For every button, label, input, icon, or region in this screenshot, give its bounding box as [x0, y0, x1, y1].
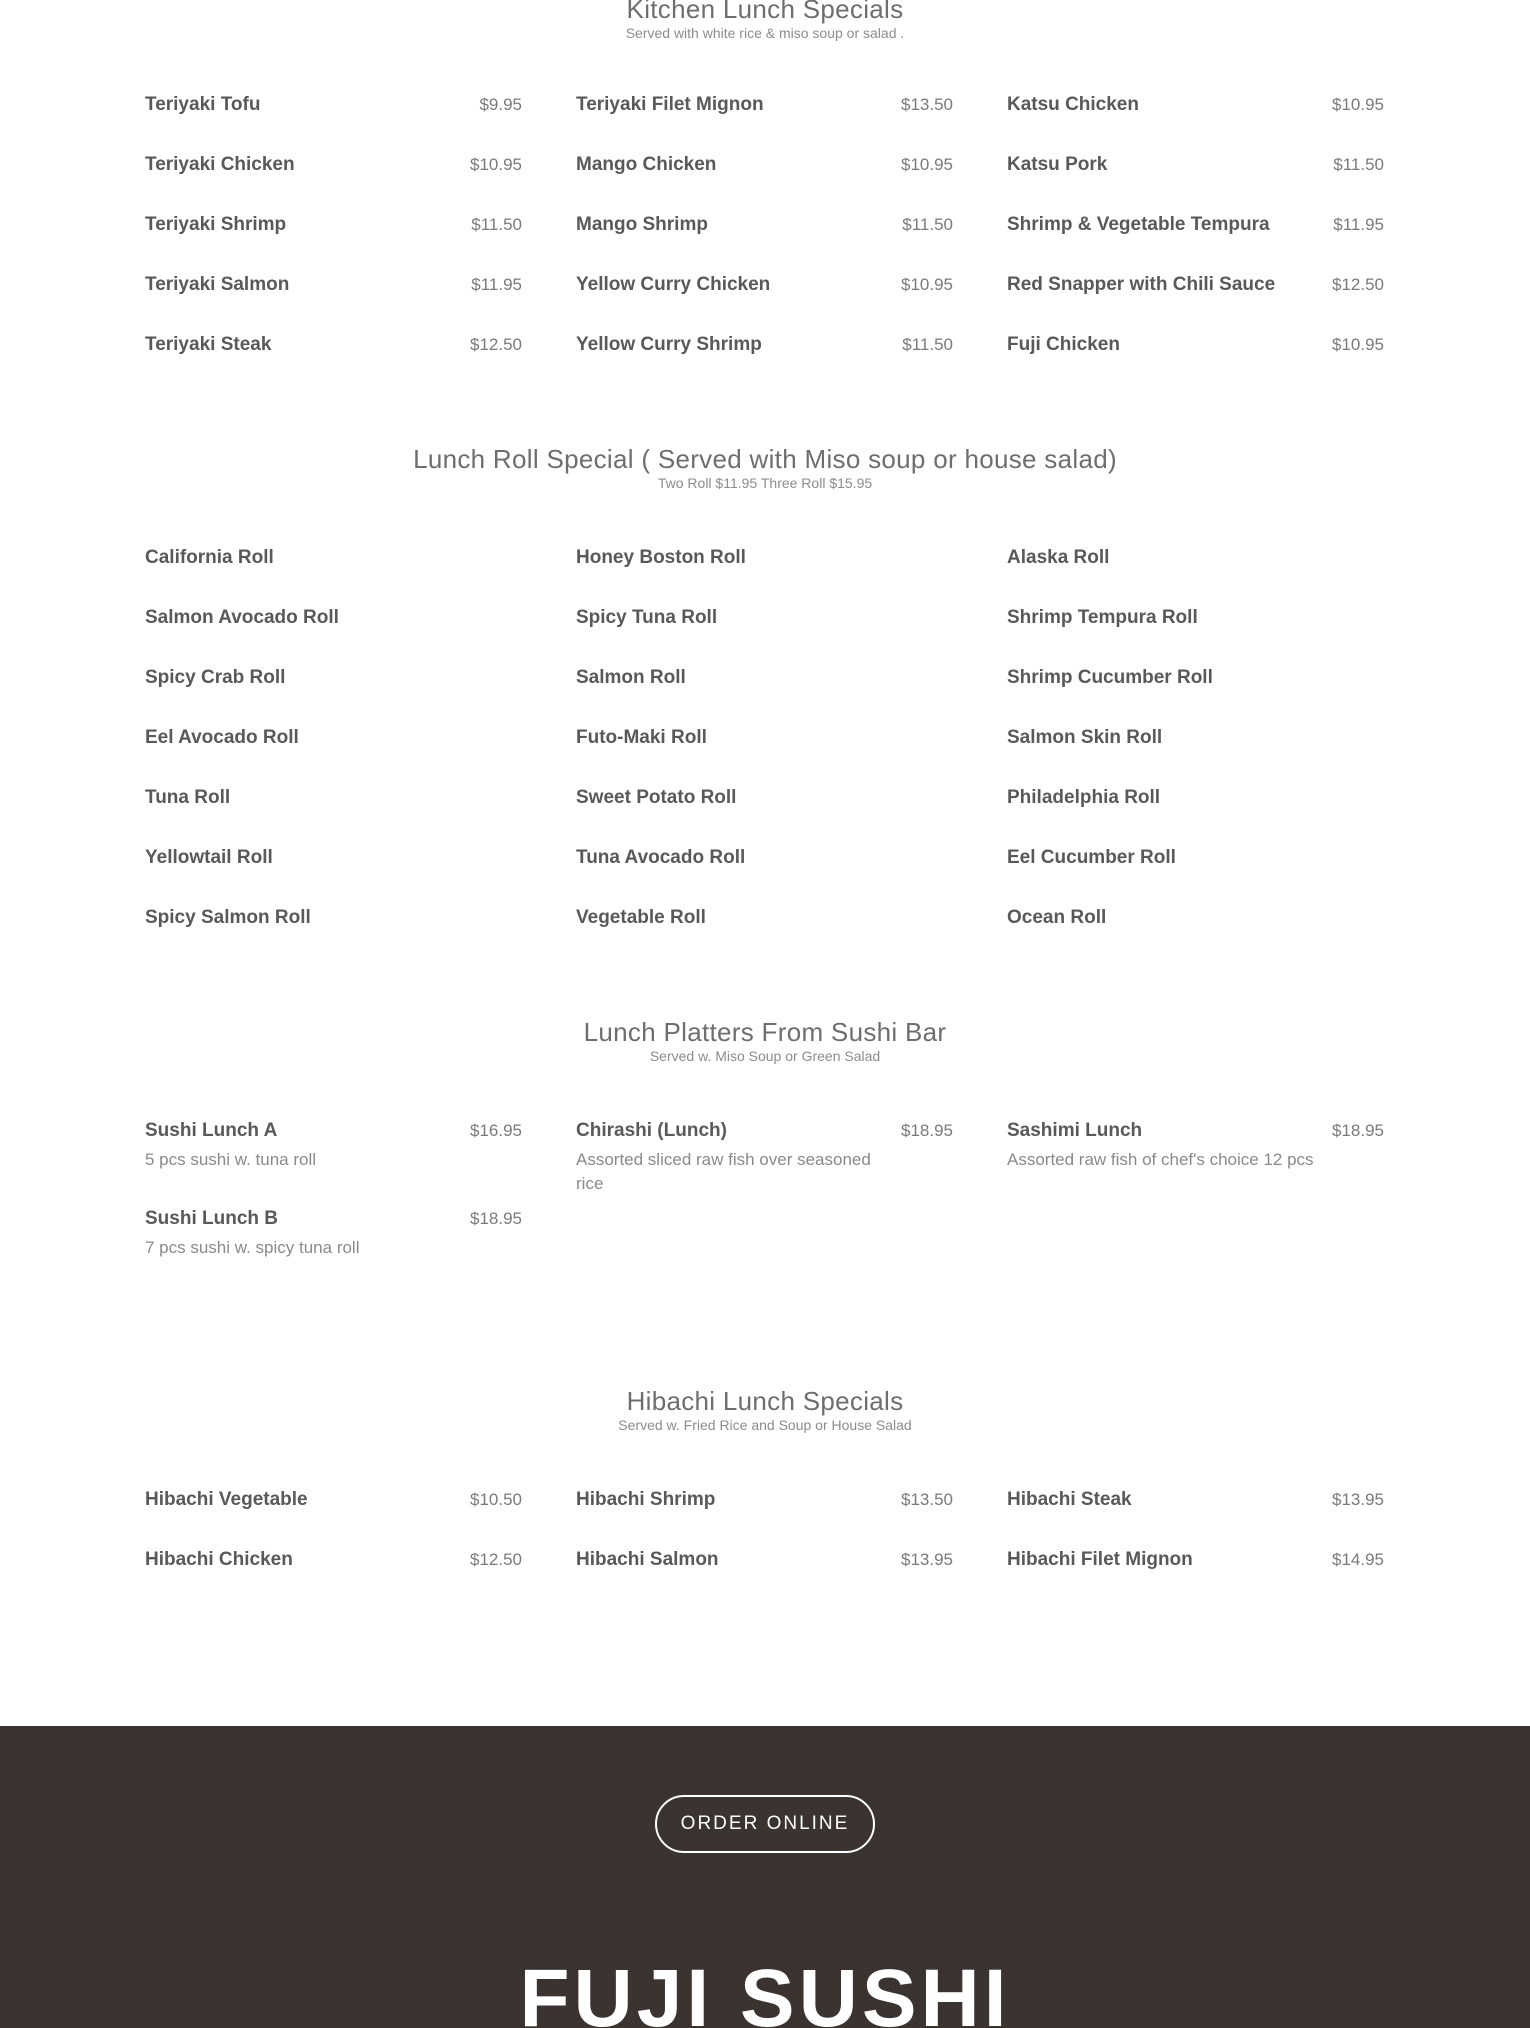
menu-column — [1007, 547, 1384, 967]
roll-item — [576, 547, 953, 607]
item-name: Spicy Crab Roll — [145, 667, 286, 688]
roll-item — [1007, 667, 1384, 727]
menu-item — [1007, 94, 1384, 154]
menu-item — [576, 274, 953, 334]
sushi-platters-header — [0, 1017, 1530, 1065]
menu-item — [145, 1489, 522, 1549]
item-price: $12.50 — [470, 1550, 522, 1569]
menu-item — [1007, 214, 1384, 274]
footer — [0, 1726, 1530, 2028]
item-name: Hibachi Vegetable — [145, 1489, 308, 1510]
item-name: Shrimp & Vegetable Tempura — [1007, 214, 1270, 235]
roll-item — [1007, 607, 1384, 667]
roll-item — [145, 787, 522, 847]
item-price: $12.50 — [470, 335, 522, 354]
item-price: $11.50 — [902, 335, 953, 354]
menu-column — [576, 94, 953, 394]
menu-column — [576, 1120, 953, 1296]
item-price: $12.50 — [1332, 275, 1384, 294]
roll-item — [576, 727, 953, 787]
roll-item — [576, 907, 953, 967]
roll-item — [576, 667, 953, 727]
item-name: Fuji Chicken — [1007, 334, 1120, 355]
item-name: Vegetable Roll — [576, 907, 706, 928]
menu-item — [145, 1120, 522, 1208]
item-price: $11.50 — [471, 215, 522, 234]
roll-item — [1007, 847, 1384, 907]
menu-item — [1007, 1549, 1384, 1609]
menu-item — [1007, 154, 1384, 214]
item-price: $11.50 — [902, 215, 953, 234]
menu-item — [1007, 1120, 1384, 1208]
menu-column — [1007, 94, 1384, 394]
item-price: $13.95 — [901, 1550, 953, 1569]
menu-item — [145, 334, 522, 394]
section-subtitle: Two Roll $11.95 Three Roll $15.95 — [657, 475, 873, 491]
item-name: Katsu Pork — [1007, 154, 1108, 175]
menu-item — [576, 334, 953, 394]
lunch-roll-grid — [145, 547, 1385, 967]
item-name: Hibachi Steak — [1007, 1489, 1132, 1510]
menu-column — [145, 1120, 522, 1296]
menu-item — [145, 1208, 522, 1296]
item-name: Teriyaki Salmon — [145, 274, 290, 295]
roll-item — [1007, 907, 1384, 967]
item-name: Ocean Roll — [1007, 907, 1107, 928]
menu-item — [576, 94, 953, 154]
item-name: Katsu Chicken — [1007, 94, 1139, 115]
item-price: $10.50 — [470, 1490, 522, 1509]
section-title: Hibachi Lunch Specials — [626, 1386, 904, 1416]
item-name: Philadelphia Roll — [1007, 787, 1161, 808]
item-name: Spicy Tuna Roll — [576, 607, 718, 628]
roll-item — [1007, 727, 1384, 787]
roll-item — [1007, 787, 1384, 847]
item-name: Hibachi Shrimp — [576, 1489, 716, 1510]
item-name: Hibachi Chicken — [145, 1549, 293, 1570]
brand-logo-text: FUJI SUSHI — [519, 1953, 1011, 2028]
item-price: $14.95 — [1332, 1550, 1384, 1569]
item-name: Sashimi Lunch — [1007, 1120, 1143, 1141]
item-price: $13.95 — [1332, 1490, 1384, 1509]
sushi-platters-grid — [145, 1120, 1385, 1296]
section-subtitle: Served with white rice & miso soup or salad . — [625, 25, 905, 41]
menu-item — [1007, 274, 1384, 334]
roll-item — [145, 547, 522, 607]
item-price: $10.95 — [1332, 335, 1384, 354]
menu-column — [576, 1489, 953, 1609]
item-name: Yellowtail Roll — [145, 847, 273, 868]
menu-column — [145, 547, 522, 967]
item-name: California Roll — [145, 547, 274, 568]
menu-item — [145, 214, 522, 274]
menu-column — [1007, 1489, 1384, 1609]
menu-item — [576, 1120, 953, 1208]
menu-item — [576, 1489, 953, 1549]
item-name: Spicy Salmon Roll — [145, 907, 311, 928]
item-price: $11.50 — [1333, 155, 1384, 174]
menu-column — [576, 547, 953, 967]
item-name: Teriyaki Steak — [145, 334, 272, 355]
item-price: $16.95 — [470, 1121, 522, 1140]
roll-item — [145, 607, 522, 667]
menu-column — [1007, 1120, 1384, 1296]
menu-item — [576, 1549, 953, 1609]
roll-item — [145, 667, 522, 727]
item-name: Futo-Maki Roll — [576, 727, 707, 748]
section-title: Lunch Roll Special ( Served with Miso soup or house salad) — [413, 444, 1117, 474]
item-name: Sushi Lunch A — [145, 1120, 278, 1141]
item-name: Salmon Avocado Roll — [145, 607, 339, 628]
kitchen-lunch-header — [0, 0, 1530, 42]
item-price: $10.95 — [901, 155, 953, 174]
item-name: Honey Boston Roll — [576, 547, 746, 568]
item-price: $11.95 — [471, 275, 522, 294]
item-name: Hibachi Salmon — [576, 1549, 719, 1570]
item-name: Teriyaki Chicken — [145, 154, 295, 175]
item-name: Mango Chicken — [576, 154, 717, 175]
item-name: Eel Cucumber Roll — [1007, 847, 1176, 868]
menu-item — [145, 154, 522, 214]
section-subtitle: Served w. Fried Rice and Soup or House Salad — [618, 1417, 912, 1433]
roll-item — [145, 907, 522, 967]
order-online-button[interactable]: ORDER ONLINE — [655, 1795, 875, 1853]
menu-item — [145, 1549, 522, 1609]
item-price: $9.95 — [479, 95, 522, 114]
section-title: Lunch Platters From Sushi Bar — [583, 1017, 947, 1047]
item-name: Salmon Skin Roll — [1007, 727, 1163, 748]
item-name: Red Snapper with Chili Sauce — [1007, 274, 1276, 295]
menu-item — [576, 154, 953, 214]
menu-item — [145, 274, 522, 334]
item-description: 7 pcs sushi w. spicy tuna roll — [145, 1238, 360, 1257]
item-description: Assorted raw fish of chef's choice 12 pcs — [1007, 1150, 1314, 1169]
item-name: Salmon Roll — [576, 667, 686, 688]
kitchen-lunch-grid — [145, 94, 1385, 394]
item-name: Alaska Roll — [1007, 547, 1110, 568]
hibachi-lunch-header — [0, 1386, 1530, 1434]
section-subtitle: Served w. Miso Soup or Green Salad — [649, 1048, 881, 1064]
menu-item — [145, 94, 522, 154]
item-name: Sushi Lunch B — [145, 1208, 278, 1229]
menu-item — [1007, 1489, 1384, 1549]
item-price: $18.95 — [901, 1121, 953, 1140]
item-price: $13.50 — [901, 95, 953, 114]
item-price: $11.95 — [1333, 215, 1384, 234]
roll-item — [145, 727, 522, 787]
item-name: Teriyaki Filet Mignon — [576, 94, 764, 115]
item-name: Chirashi (Lunch) — [576, 1120, 727, 1141]
item-price: $10.95 — [470, 155, 522, 174]
item-name: Eel Avocado Roll — [145, 727, 299, 748]
lunch-roll-header — [0, 444, 1530, 492]
hibachi-lunch-grid — [145, 1489, 1385, 1609]
section-title: Kitchen Lunch Specials — [626, 0, 904, 24]
item-name: Shrimp Tempura Roll — [1007, 607, 1198, 628]
item-description: Assorted sliced raw fish over seasoned rice — [576, 1150, 871, 1193]
item-price: $10.95 — [1332, 95, 1384, 114]
item-name: Sweet Potato Roll — [576, 787, 737, 808]
item-name: Teriyaki Tofu — [145, 94, 261, 115]
roll-item — [1007, 547, 1384, 607]
item-name: Yellow Curry Shrimp — [576, 334, 762, 355]
item-price: $18.95 — [470, 1209, 522, 1228]
item-name: Shrimp Cucumber Roll — [1007, 667, 1213, 688]
item-price: $18.95 — [1332, 1121, 1384, 1140]
item-name: Yellow Curry Chicken — [576, 274, 771, 295]
item-name: Hibachi Filet Mignon — [1007, 1549, 1193, 1570]
item-price: $13.50 — [901, 1490, 953, 1509]
menu-item — [576, 214, 953, 274]
item-price: $10.95 — [901, 275, 953, 294]
item-name: Teriyaki Shrimp — [145, 214, 287, 235]
item-name: Tuna Avocado Roll — [576, 847, 746, 868]
roll-item — [576, 787, 953, 847]
roll-item — [576, 607, 953, 667]
menu-column — [145, 94, 522, 394]
menu-item — [1007, 334, 1384, 394]
menu-column — [145, 1489, 522, 1609]
item-name: Mango Shrimp — [576, 214, 708, 235]
item-name: Tuna Roll — [145, 787, 231, 808]
item-description: 5 pcs sushi w. tuna roll — [145, 1150, 317, 1169]
roll-item — [145, 847, 522, 907]
roll-item — [576, 847, 953, 907]
